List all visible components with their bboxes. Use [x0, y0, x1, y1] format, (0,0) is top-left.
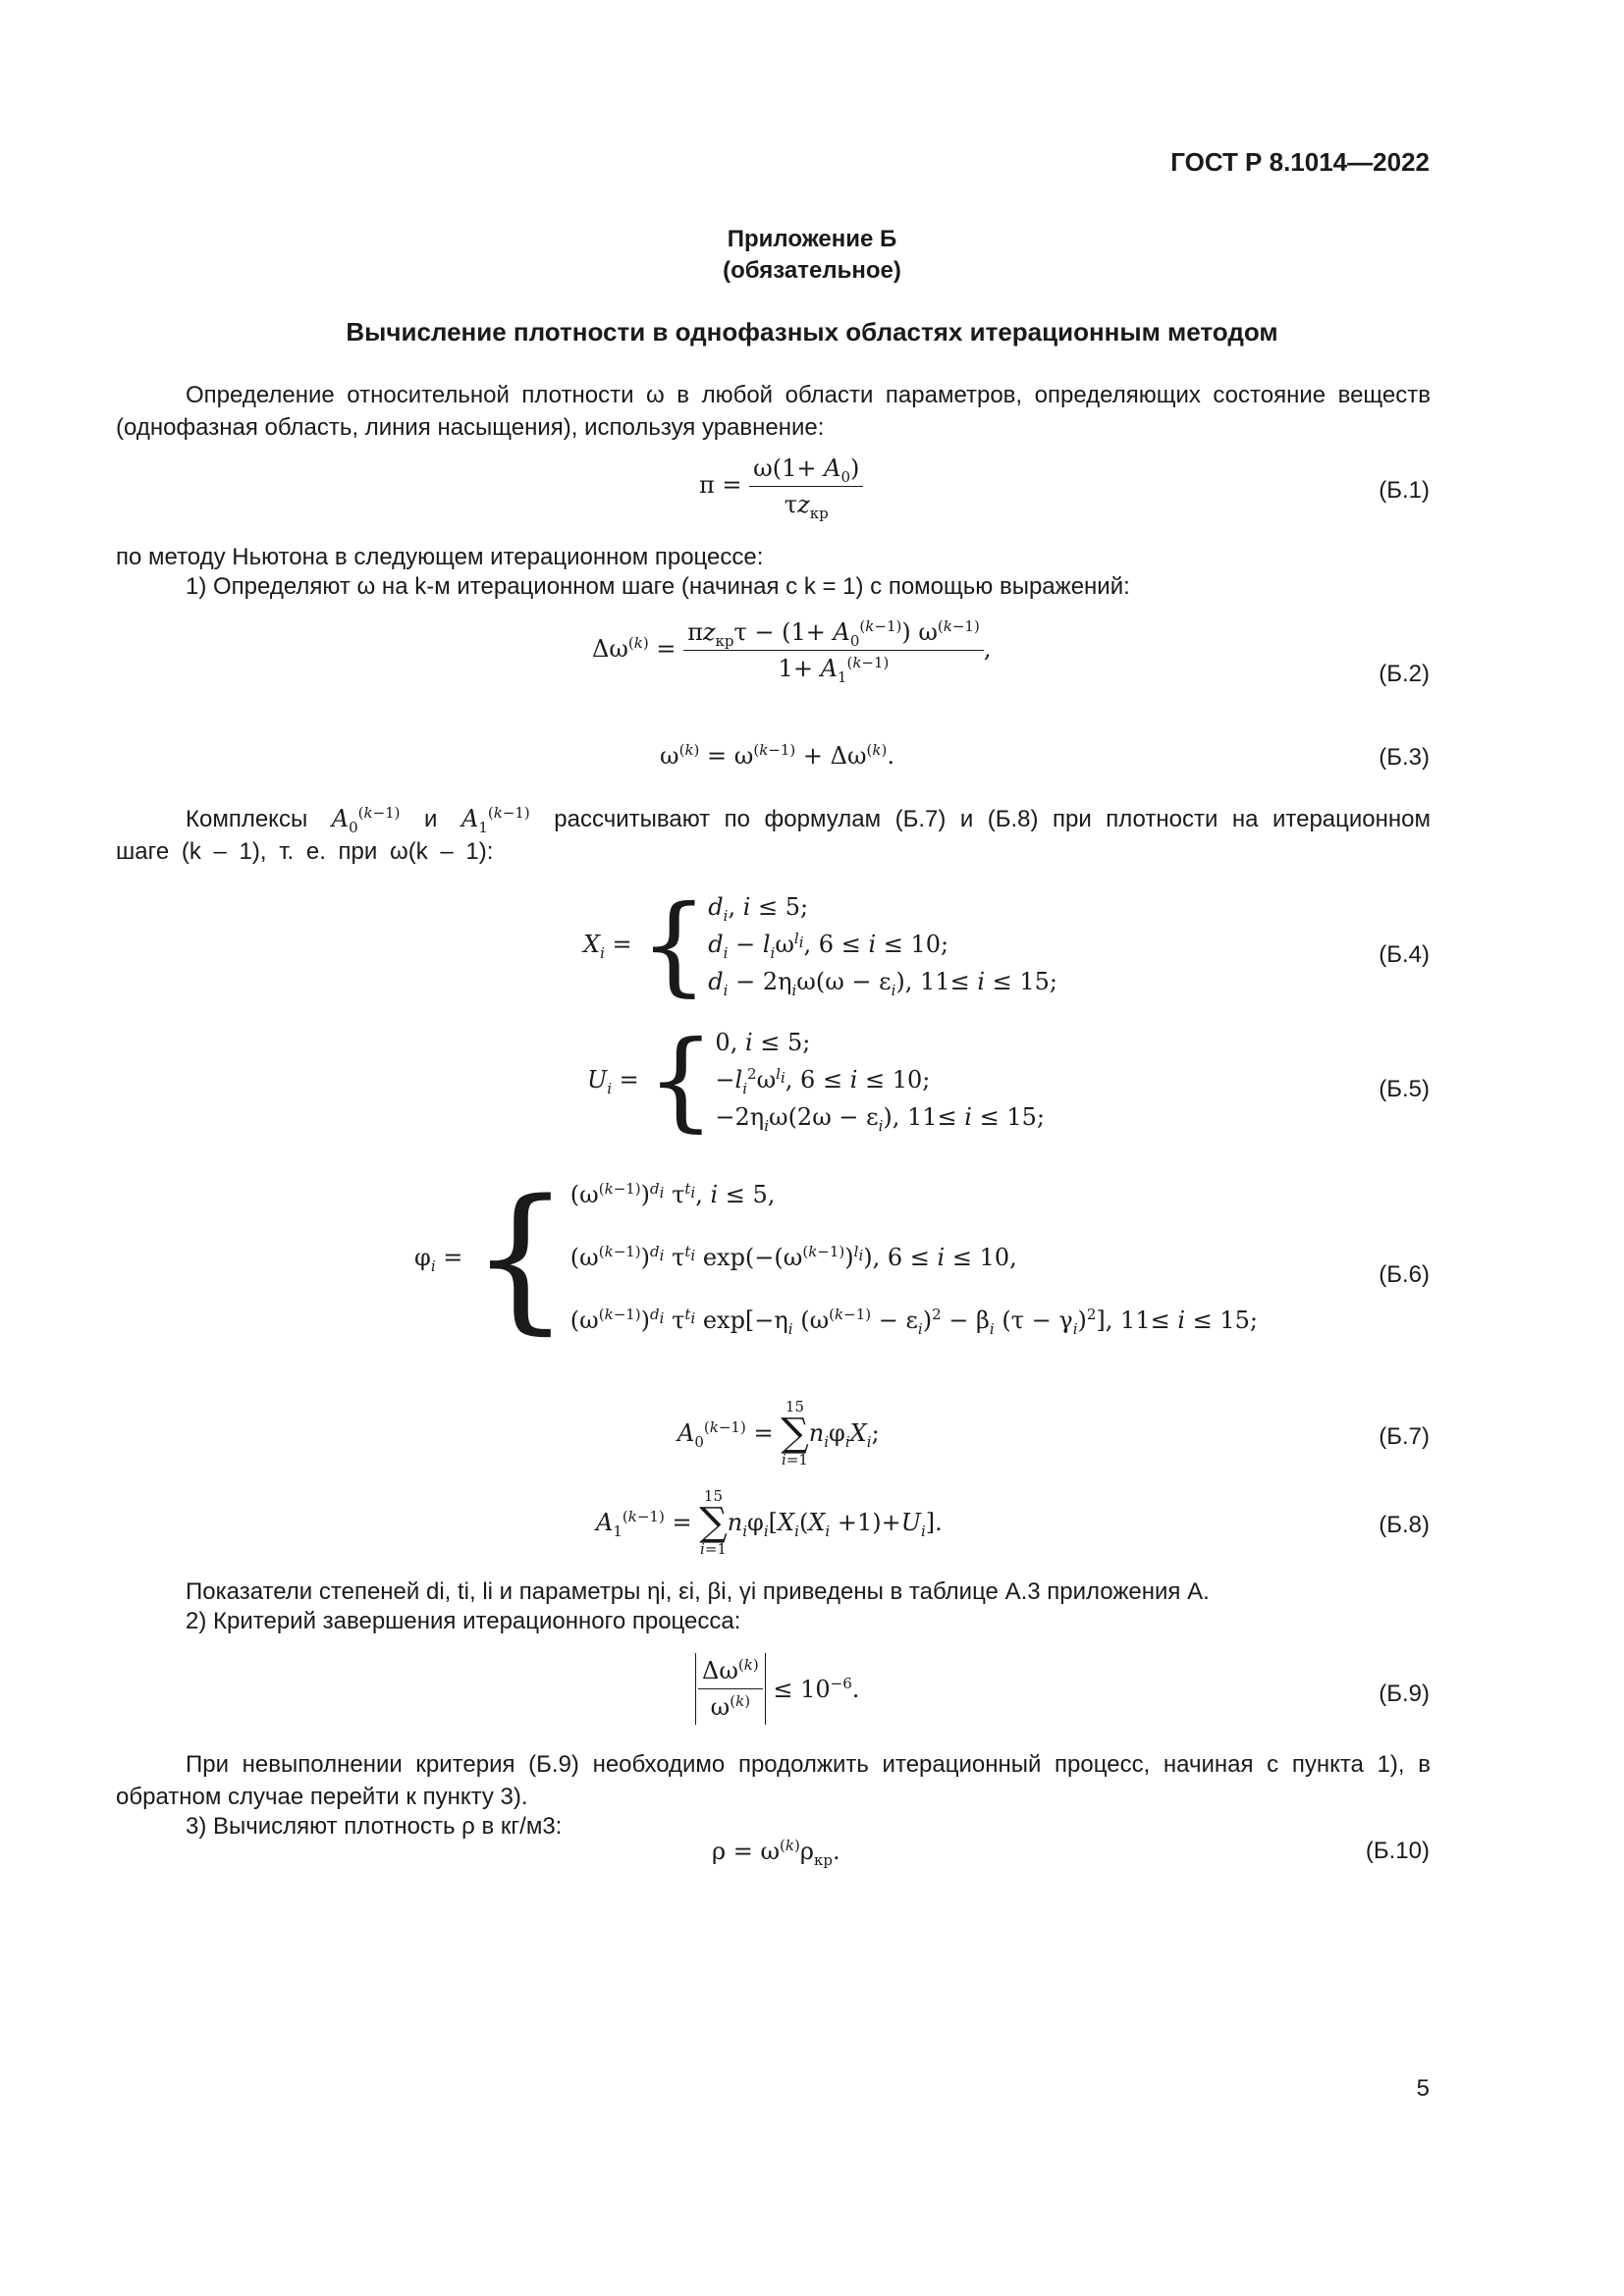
equation-b1: π = $\frac{\omega(1+ A_0)}{\tau z_{кр}}$ — [699, 454, 863, 518]
equation-number-b1: (Б.1) — [1379, 477, 1430, 504]
paragraph-complexes: Комплексы $A_0^{(k-1)}$ и $A_1^{(k-1)}$ рассчитывают по формулам (Б.7) и (Б.8) при плотности на итерационном шаге (k – 1), т. е. при ω(k – 1): — [116, 804, 1431, 865]
equation-b9: $\frac{\Delta\omega^{(k)}}{\omega^{(k)}}$ ≤ $10^{-6}$. — [695, 1653, 859, 1725]
equation-b8: $A_1^{(k-1)}$ = 15 ∑ i=1 $n_i\varphi_i[X_i(X_i +1)+U_i]$. — [596, 1487, 943, 1558]
appendix-status: (обязательное) — [723, 257, 901, 284]
paragraph-newton: по методу Ньютона в следующем итерационном процессе: — [116, 544, 764, 570]
complexes-word: Комплексы — [186, 806, 308, 832]
section-title: Вычисление плотности в однофазных областях итерационным методом — [346, 317, 1278, 347]
equation-number-b5: (Б.5) — [1379, 1076, 1430, 1102]
equation-b5: $U_i$ = { 0, i ≤ 5; $-l_i^2\omega^{l_i}$, 6 ≤ i ≤ 10; $-2\eta_i\omega(2\omega - \varepsilon_i)$, 11≤ i ≤ 15; — [587, 1017, 1045, 1143]
equation-b7: $A_0^{(k-1)}$ = 15 ∑ i=1 $n_i\varphi_iX_i$; — [677, 1398, 880, 1468]
appendix-title: Приложение Б — [727, 226, 897, 252]
paragraph-step3: 3) Вычисляют плотность ρ в кг/м3: — [186, 1813, 563, 1840]
equation-b6: $\varphi_i$ = { $(\omega^{(k-1)})^{d_i}$ $\tau^{t_i}$, i ≤ 5, $(\omega^{(k-1)})^{d_i}$ $\tau^{t_i}$ $\exp(-(\omega^{(k-1)})^{l_i})$, 6 ≤ i ≤ 10, $(\omega^{(k-1)})^{d_i}$ $\tau^{t_i}$ $\exp[-\eta_i$ $(\omega^{(k-1)} - \varepsilon_i)^2 - \beta_i$ $(\tau - \gamma_i)^2$], 11≤ i ≤ 15; — [414, 1165, 1259, 1349]
equation-number-b4: (Б.4) — [1379, 941, 1430, 968]
equation-number-b10: (Б.10) — [1365, 1838, 1430, 1864]
equation-number-b8: (Б.8) — [1379, 1512, 1430, 1538]
equation-number-b3: (Б.3) — [1379, 744, 1430, 771]
paragraph-step2: 2) Критерий завершения итерационного процесса: — [186, 1608, 741, 1634]
paragraph-exponents: Показатели степеней di, ti, li и параметры ηi, εi, βi, γi приведены в таблице А.3 приложения А. — [186, 1578, 1210, 1605]
equation-b4: $X_i$ = { $d_i$, i ≤ 5; $d_i - l_i\omega^{l_i}$, 6 ≤ i ≤ 10; $d_i - 2\eta_i\omega(\omega - \varepsilon_i)$, 11≤ i ≤ 15; — [583, 881, 1058, 1007]
paragraph-intro: Определение относительной плотности ω в любой области параметров, определяющих состояние веществ (однофазная область, линия насыщения), используя уравнение: — [116, 382, 1431, 441]
equation-number-b9: (Б.9) — [1379, 1681, 1430, 1707]
equation-number-b6: (Б.6) — [1379, 1261, 1430, 1288]
complexes-tail: рассчитывают по формулам (Б.7) и (Б.8) при плотности на итерационном шаге (k – 1), т. е. при ω(k – 1): — [116, 806, 1431, 865]
page-number: 5 — [1416, 2075, 1430, 2102]
paragraph-step1: 1) Определяют ω на k-м итерационном шаге (начиная с k = 1) с помощью выражений: — [186, 573, 1130, 600]
and-word: и — [424, 806, 438, 832]
paragraph-criterion: При невыполнении критерия (Б.9) необходимо продолжить итерационный процесс, начиная с пункта 1), в обратном случае перейти к пункту 3). — [116, 1751, 1431, 1810]
equation-b2: $\Delta\omega^{(k)}$ = $\frac{\pi z_{кр}\tau - (1+ A_0^{(k-1)}) \omega^{(k-1)}}{1+ A_1^{(k-1)}}$ , — [592, 617, 992, 686]
equation-number-b2: (Б.2) — [1379, 661, 1430, 687]
document-standard-number: ГОСТ Р 8.1014—2022 — [1170, 147, 1430, 177]
equation-b3: $\omega^{(k)} = \omega^{(k-1)} + \Delta\omega^{(k)}$. — [660, 741, 894, 770]
equation-number-b7: (Б.7) — [1379, 1423, 1430, 1450]
equation-b10: $\rho = \omega^{(k)}\rho_{кр}$. — [712, 1837, 840, 1869]
